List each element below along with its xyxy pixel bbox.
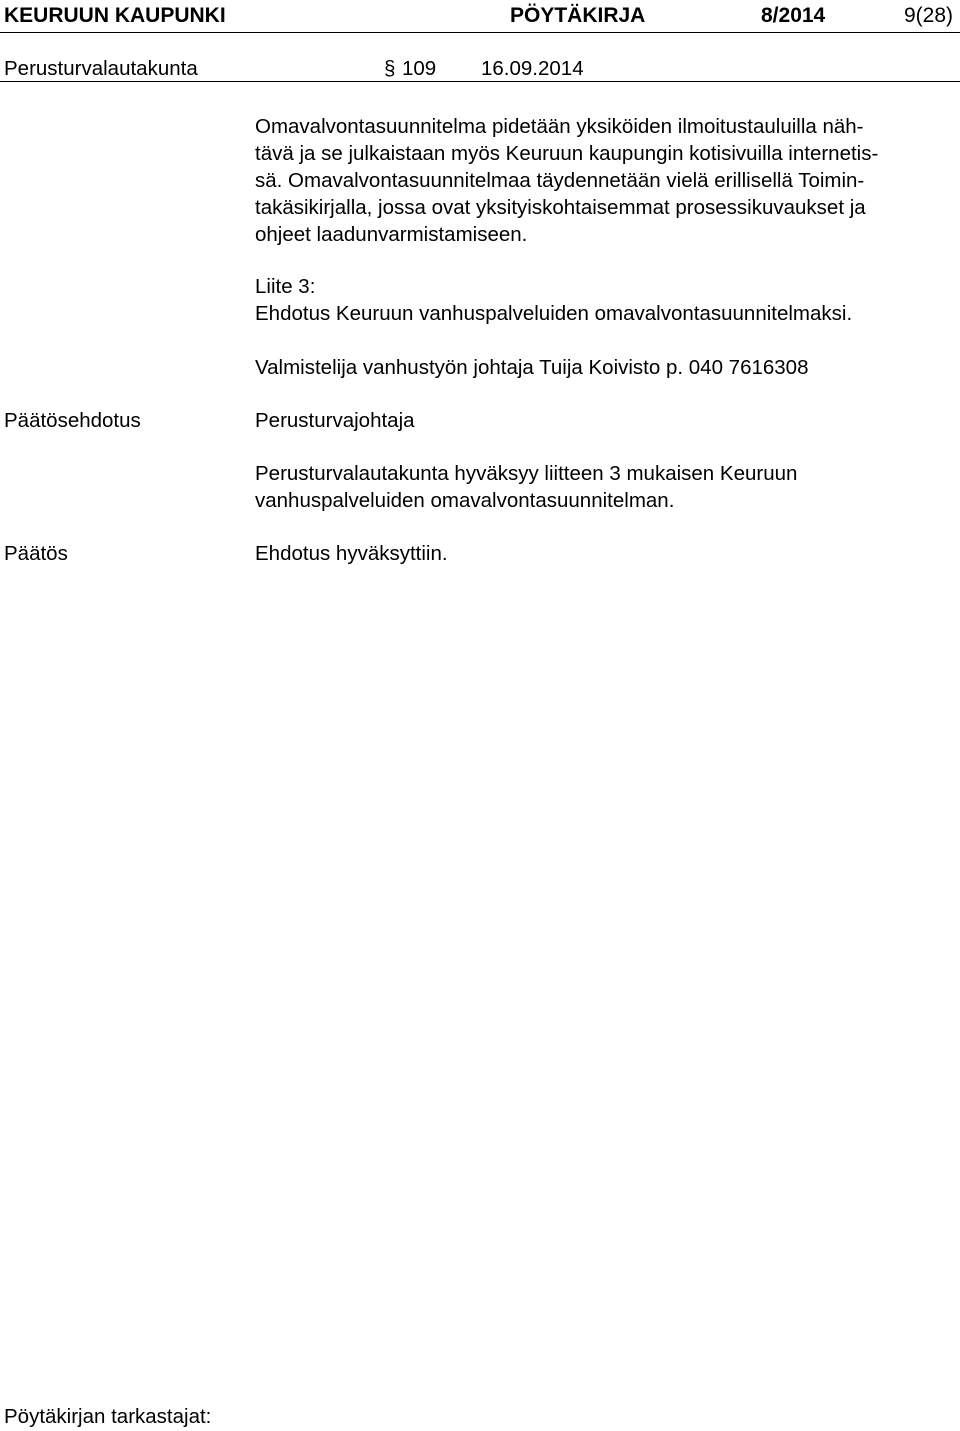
- document-type: PÖYTÄKIRJA: [510, 4, 646, 27]
- proposal-label: Päätösehdotus: [4, 409, 141, 432]
- paragraph-line: sä. Omavalvontasuunnitelmaa täydennetään vielä erillisellä Toimin-: [255, 169, 865, 192]
- meeting-number: 8/2014: [761, 4, 826, 27]
- paragraph-line: ohjeet laadunvarmistamiseen.: [255, 223, 528, 246]
- reviewers-label: Pöytäkirjan tarkastajat:: [4, 1405, 212, 1428]
- paragraph-line: vanhuspalveluiden omavalvontasuunnitelman.: [255, 489, 675, 512]
- attachment-text: Ehdotus Keuruun vanhuspalveluiden omavalvontasuunnitelmaksi.: [255, 302, 853, 325]
- paragraph-line: takäsikirjalla, jossa ovat yksityiskohtaisemmat prosessikuvaukset ja: [255, 196, 866, 219]
- paragraph-line: Omavalvontasuunnitelma pidetään yksiköiden ilmoitustauluilla näh-: [255, 115, 864, 138]
- case-number: 109: [402, 57, 437, 80]
- page-number: 9(28): [904, 4, 954, 27]
- attachment-label: Liite 3:: [255, 275, 316, 298]
- meeting-date: 16.09.2014: [481, 57, 584, 80]
- preparer-line: [255, 354, 955, 381]
- attachment-block: [255, 273, 955, 327]
- decision-text: Ehdotus hyväksyttiin.: [255, 542, 448, 565]
- decision-label: Päätös: [4, 542, 68, 565]
- header-divider: [0, 32, 960, 33]
- intro-paragraph: [255, 113, 955, 248]
- board-name: Perusturvalautakunta: [4, 57, 198, 80]
- proposal-paragraph: [255, 460, 955, 514]
- proposer-text: Perusturvajohtaja: [255, 409, 415, 432]
- preparer-text: Valmistelija vanhustyön johtaja Tuija Koivisto p. 040 7616308: [255, 356, 809, 379]
- organization-name: KEURUUN KAUPUNKI: [4, 4, 226, 27]
- paragraph-line: tävä ja se julkaistaan myös Keuruun kaupungin kotisivuilla internetis-: [255, 142, 879, 165]
- subheader-divider: [0, 81, 960, 82]
- section-sign-icon: §: [384, 57, 396, 80]
- proposer-line: [255, 407, 955, 434]
- decision-line: [255, 540, 955, 567]
- paragraph-line: Perusturvalautakunta hyväksyy liitteen 3 mukaisen Keuruun: [255, 462, 798, 485]
